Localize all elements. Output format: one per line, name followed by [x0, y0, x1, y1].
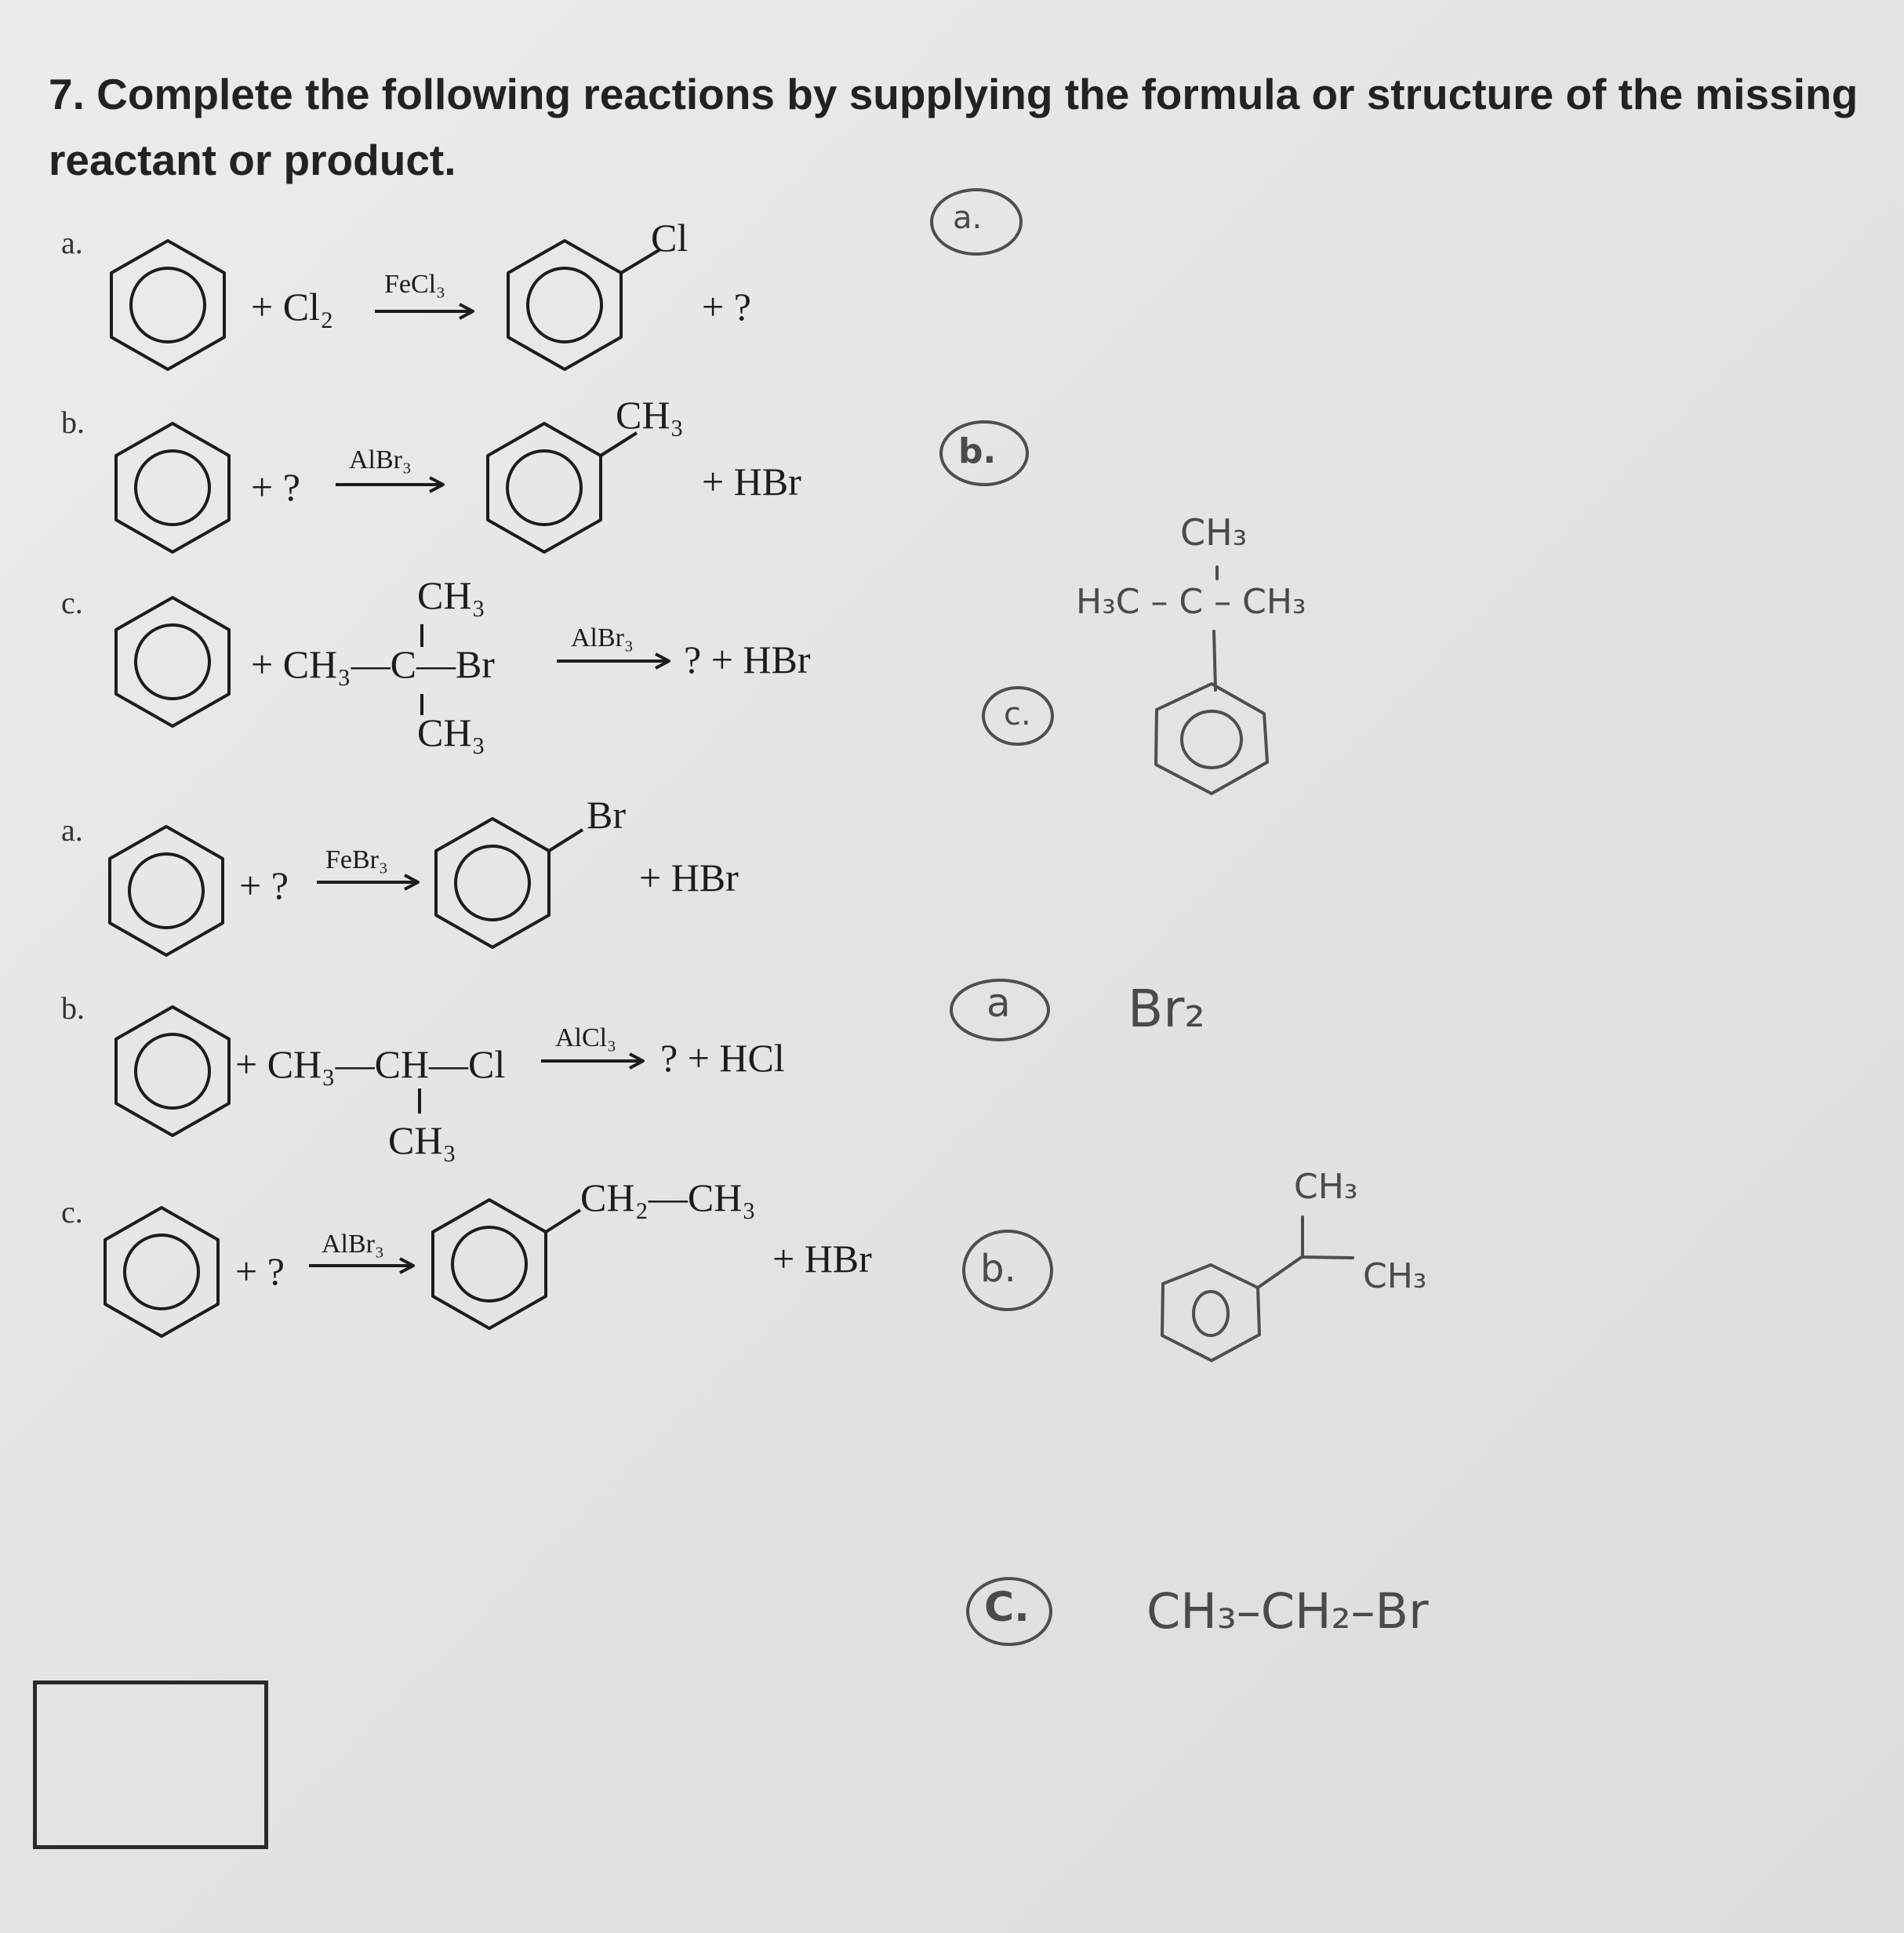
catalyst-text: AlBr₃ — [322, 1230, 384, 1259]
arrow-icon — [541, 1054, 643, 1068]
handwritten-benzene-icon — [1162, 1265, 1259, 1361]
benzene-ring-icon — [111, 241, 224, 369]
substituent-text: Br — [587, 793, 626, 837]
item-label-c: c. — [61, 1194, 83, 1230]
handwritten-label-c: c. — [1004, 696, 1031, 732]
handwritten-answer-text: CH₃–CH₂–Br — [1146, 1582, 1429, 1640]
handwritten-methyl-text: CH₃ — [1294, 1167, 1358, 1207]
byproduct-text: + HBr — [702, 460, 801, 503]
reactant-text: + Cl₂ — [251, 285, 334, 329]
bond-line — [546, 1210, 580, 1232]
benzene-ring-icon — [110, 827, 223, 955]
handwritten-answer-text: Br₂ — [1128, 979, 1205, 1039]
benzene-ring-icon — [116, 598, 229, 726]
benzene-ring-icon — [488, 423, 601, 552]
handwritten-label-c: C. — [984, 1584, 1030, 1631]
handwritten-label-a: a — [987, 980, 1011, 1026]
handwritten-benzene-icon — [1156, 684, 1267, 794]
substituent-text: CH₃ — [616, 393, 684, 437]
methyl-bottom-text: CH₃ — [388, 1118, 456, 1162]
handwritten-label-a: a. — [953, 200, 983, 236]
handwritten-label-b: b. — [958, 431, 997, 471]
product-text: ? + HCl — [660, 1036, 785, 1080]
arrow-icon — [317, 875, 418, 889]
item-label-c: c. — [61, 585, 83, 620]
item-label-a: a. — [61, 812, 83, 848]
handwritten-tertbutyl-text: H₃C – C – CH₃ — [1076, 582, 1306, 622]
reactant-text: + CH₃—C—Br — [251, 642, 495, 686]
benzene-ring-icon — [116, 423, 229, 552]
item-label-b: b. — [61, 990, 85, 1026]
handwritten-methyl-text: CH₃ — [1180, 511, 1248, 554]
reactant-text: + CH₃—CH—Cl — [235, 1042, 506, 1086]
handwritten-bond — [1302, 1257, 1353, 1258]
byproduct-text: + ? — [702, 285, 751, 329]
handwritten-bond — [1258, 1257, 1302, 1288]
arrow-icon — [336, 478, 443, 492]
benzene-ring-icon — [433, 1200, 546, 1328]
arrow-icon — [309, 1259, 413, 1273]
benzene-ring-icon — [508, 241, 621, 369]
bond-line — [549, 830, 583, 851]
item-label-a: a. — [61, 225, 83, 260]
benzene-ring-icon — [105, 1208, 218, 1336]
arrow-icon — [557, 654, 669, 668]
handwritten-bond — [1214, 631, 1215, 690]
byproduct-text: + HBr — [772, 1237, 872, 1281]
substituent-text: CH₂—CH₃ — [580, 1175, 756, 1219]
byproduct-text: + HBr — [639, 856, 739, 899]
catalyst-text: AlBr₃ — [349, 445, 412, 474]
reactant-text: + ? — [235, 1249, 285, 1293]
catalyst-text: FeBr₃ — [325, 845, 388, 874]
product-text: ? + HBr — [684, 638, 811, 681]
benzene-ring-icon — [436, 819, 549, 947]
methyl-top-text: CH₃ — [417, 573, 485, 617]
handwritten-label-b: b. — [980, 1247, 1016, 1291]
reactant-text: + ? — [239, 863, 289, 907]
catalyst-text: FeCl₃ — [384, 270, 445, 299]
benzene-ring-icon — [116, 1007, 229, 1135]
reactant-text: + ? — [251, 465, 300, 509]
methyl-bottom-text: CH₃ — [417, 710, 485, 754]
question-title: 7. Complete the following reactions by supplying the formula or structure of the missing reactant or product. — [49, 70, 1859, 184]
catalyst-text: AlCl₃ — [555, 1023, 616, 1052]
substituent-text: Cl — [651, 216, 689, 260]
answer-box[interactable] — [33, 1680, 268, 1849]
item-label-b: b. — [61, 405, 85, 440]
arrow-icon — [375, 304, 473, 318]
handwritten-methyl-text: CH₃ — [1363, 1256, 1427, 1296]
catalyst-text: AlBr₃ — [571, 623, 634, 652]
